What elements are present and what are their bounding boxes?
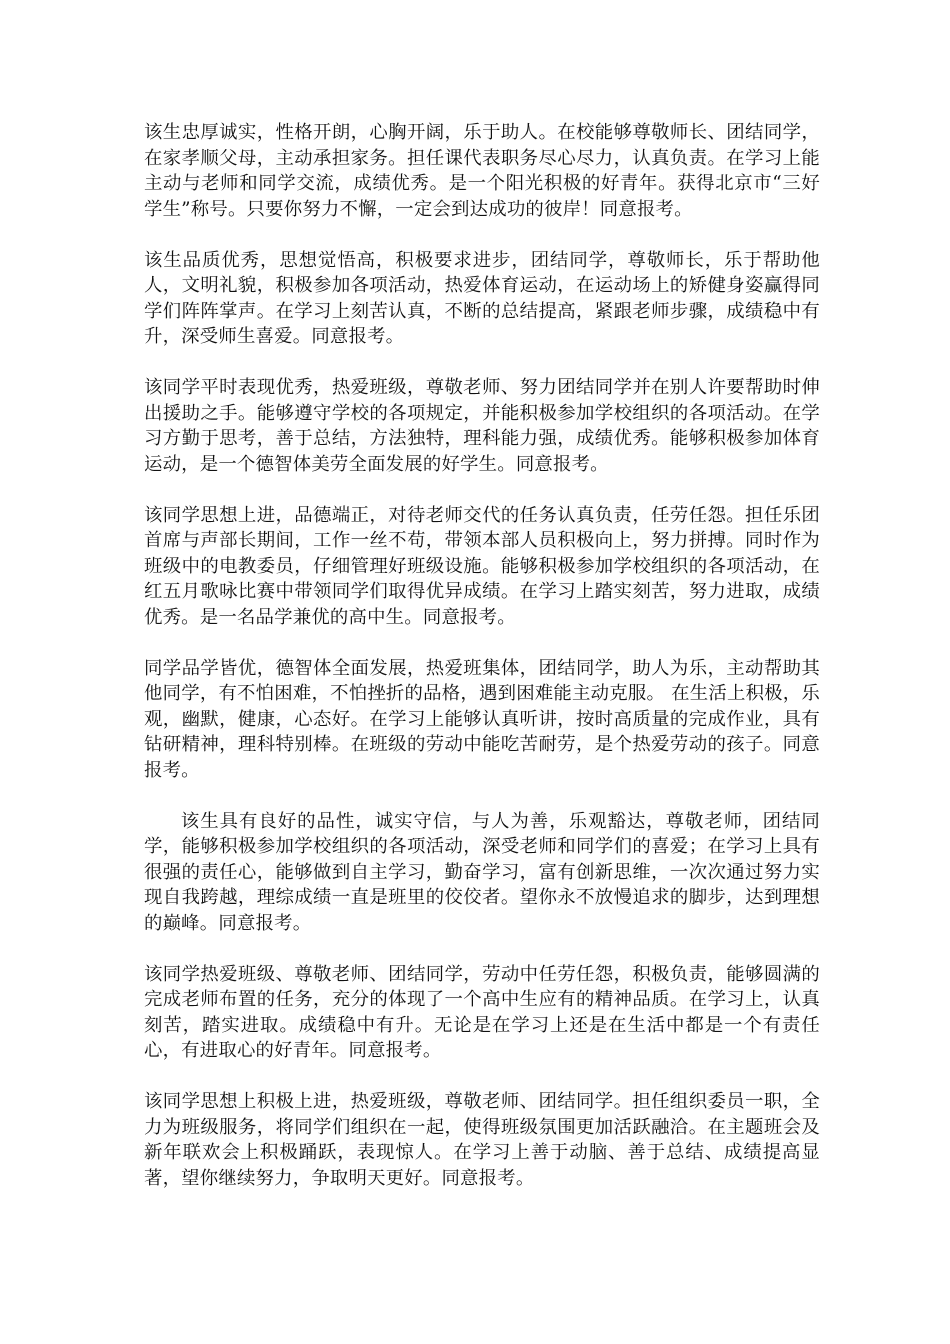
paragraph-5: 同学品学皆优，德智体全面发展，热爱班集体，团结同学，助人为乐，主动帮助其他同学，有不怕困难，不怕挫折的品格，遇到困难能主动克服。 在生活上积极，乐观，幽默，健康，心态好。在学习上能够认真听讲，按时高质量的完成作业，具有钻研精神，理科特别棒。在班级的劳动中能吃苦耐劳，是个热爱劳动的孩子。同意报考。 bbox=[144, 657, 820, 781]
paragraph-6: 该生具有良好的品性，诚实守信，与人为善，乐观豁达，尊敬老师，团结同学，能够积极参加学校组织的各项活动，深受老师和同学们的喜爱；在学习上具有很强的责任心，能够做到自主学习，勤奋学习，富有创新思维，一次次通过努力实现自我跨越，理综成绩一直是班里的佼佼者。望你永不放慢追求的脚步，达到理想的巅峰。同意报考。 bbox=[144, 810, 820, 934]
paragraph-1: 该生忠厚诚实，性格开朗，心胸开阔，乐于助人。在校能够尊敬师长、团结同学，在家孝顺父母，主动承担家务。担任课代表职务尽心尽力，认真负责。在学习上能主动与老师和同学交流，成绩优秀。是一个阳光积极的好青年。获得北京市“三好学生”称号。只要你努力不懈，一定会到达成功的彼岸！同意报考。 bbox=[144, 122, 820, 220]
paragraph-2: 该生品质优秀，思想觉悟高，积极要求进步，团结同学，尊敬师长，乐于帮助他人，文明礼貌，积极参加各项活动，热爱体育运动，在运动场上的矫健身姿赢得同学们阵阵掌声。在学习上刻苦认真，不断的总结提高，紧跟老师步骤，成绩稳中有升，深受师生喜爱。同意报考。 bbox=[144, 249, 820, 347]
document-body bbox=[144, 120, 820, 1217]
paragraph-7: 该同学热爱班级、尊敬老师、团结同学，劳动中任劳任怨，积极负责，能够圆满的完成老师布置的任务，充分的体现了一个高中生应有的精神品质。在学习上，认真刻苦，踏实进取。成绩稳中有升。无论是在学习上还是在生活中都是一个有责任心，有进取心的好青年。同意报考。 bbox=[144, 963, 820, 1061]
paragraph-3: 该同学平时表现优秀，热爱班级，尊敬老师、努力团结同学并在别人许要帮助时伸出援助之手。能够遵守学校的各项规定，并能积极参加学校组织的各项活动。在学习方勤于思考，善于总结，方法独特，理科能力强，成绩优秀。能够积极参加体育运动，是一个德智体美劳全面发展的好学生。同意报考。 bbox=[144, 377, 820, 475]
paragraph-8: 该同学思想上积极上进，热爱班级，尊敬老师、团结同学。担任组织委员一职，全力为班级服务，将同学们组织在一起，使得班级氛围更加活跃融洽。在主题班会及新年联欢会上积极踊跃，表现惊人。在学习上善于动脑、善于总结、成绩提高显著，望你继续努力，争取明天更好。同意报考。 bbox=[144, 1091, 820, 1189]
paragraph-4: 该同学思想上进，品德端正，对待老师交代的任务认真负责，任劳任怨。担任乐团首席与声部长期间，工作一丝不苟，带领本部人员积极向上，努力拼搏。同时作为班级中的电教委员，仔细管理好班级设施。能够积极参加学校组织的各项活动，在红五月歌咏比赛中带领同学们取得优异成绩。在学习上踏实刻苦，努力进取，成绩优秀。是一名品学兼优的高中生。同意报考。 bbox=[144, 504, 820, 628]
